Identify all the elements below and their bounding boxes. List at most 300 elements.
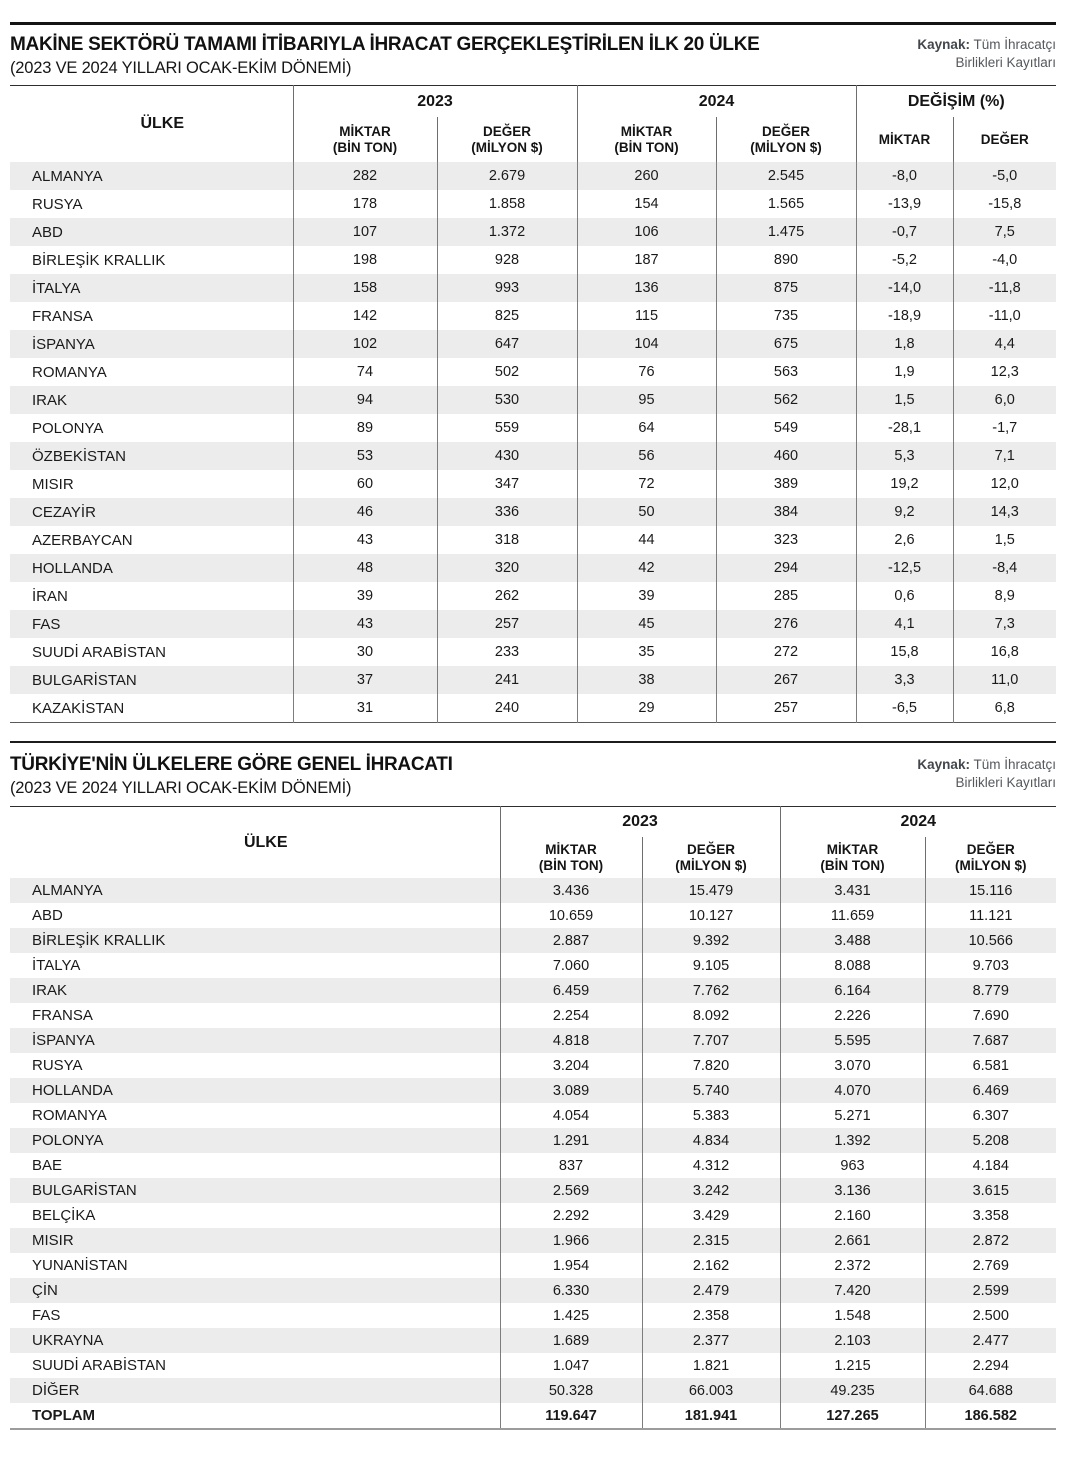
- qty-label: MİKTAR: [826, 841, 879, 857]
- value-cell: 3.136: [780, 1178, 925, 1203]
- country-cell: CEZAYİR: [32, 503, 96, 521]
- value-cell: 2.599: [925, 1278, 1056, 1303]
- value-cell: 502: [437, 358, 577, 386]
- country-cell: ABD: [32, 223, 63, 241]
- value-cell: 3.358: [925, 1203, 1056, 1228]
- value-cell: 241: [437, 666, 577, 694]
- value-cell: -11,8: [953, 274, 1056, 302]
- table-row: [10, 1303, 1056, 1328]
- value-cell: 8.779: [925, 978, 1056, 1003]
- value-cell: 1.548: [780, 1303, 925, 1328]
- country-cell: ROMANYA: [32, 1107, 107, 1124]
- country-cell: İTALYA: [32, 279, 81, 297]
- value-cell: 6.469: [925, 1078, 1056, 1103]
- source-text-line2: Birlikleri Kayıtları: [955, 54, 1056, 70]
- year-header-row: [10, 807, 1056, 838]
- value-cell: -8,0: [856, 162, 953, 190]
- col-header-val-2024: [925, 837, 1056, 878]
- machinery-table-head: [10, 86, 1056, 163]
- country-cell: SUUDİ ARABİSTAN: [32, 643, 166, 661]
- source-label: Kaynak:: [917, 37, 970, 52]
- table-row: [10, 1278, 1056, 1303]
- country-cell: BELÇİKA: [32, 1207, 96, 1224]
- value-cell: 2.103: [780, 1328, 925, 1353]
- value-cell: 875: [716, 274, 856, 302]
- table-row: [10, 526, 1056, 554]
- value-cell: -5,0: [953, 162, 1056, 190]
- value-cell: 347: [437, 470, 577, 498]
- country-cell: KAZAKİSTAN: [32, 699, 125, 717]
- value-cell: 115: [577, 302, 716, 330]
- value-cell: 49.235: [780, 1378, 925, 1403]
- section1-header: [10, 25, 1056, 85]
- section2-header: [10, 743, 1056, 806]
- value-cell: 8.088: [780, 953, 925, 978]
- col-header-val-2023: [437, 117, 577, 162]
- value-cell: 5.595: [780, 1028, 925, 1053]
- value-cell: 8,9: [953, 582, 1056, 610]
- value-cell: 336: [437, 498, 577, 526]
- table-row: [10, 666, 1056, 694]
- value-cell: 2.679: [437, 162, 577, 190]
- qty-unit-label: (BİN TON): [332, 139, 398, 155]
- value-cell: 50: [577, 498, 716, 526]
- value-cell: 35: [577, 638, 716, 666]
- col-header-country: ÜLKE: [140, 115, 185, 132]
- country-cell: BULGARİSTAN: [32, 671, 137, 689]
- value-cell: 7,1: [953, 442, 1056, 470]
- value-cell: 2,6: [856, 526, 953, 554]
- source-credit: [917, 34, 1056, 72]
- section1-title: MAKİNE SEKTÖRÜ TAMAMI İTİBARIYLA İHRACAT GERÇEKLEŞTİRİLEN İLK 20 ÜLKE: [10, 34, 760, 55]
- section2-titles: [10, 754, 453, 798]
- value-unit-label: (MİLYON $): [471, 139, 543, 155]
- value-cell: -13,9: [856, 190, 953, 218]
- source-text-line1: Tüm İhracatçı: [973, 37, 1056, 52]
- value-cell: 1.858: [437, 190, 577, 218]
- country-cell: BİRLEŞİK KRALLIK: [32, 932, 166, 949]
- table-row: [10, 246, 1056, 274]
- value-cell: 2.872: [925, 1228, 1056, 1253]
- country-cell: ÖZBEKİSTAN: [32, 447, 126, 465]
- value-cell: 1.425: [500, 1303, 642, 1328]
- value-cell: 3.089: [500, 1078, 642, 1103]
- value-cell: -28,1: [856, 414, 953, 442]
- table-row: [10, 1378, 1056, 1403]
- table-row: [10, 1003, 1056, 1028]
- value-cell: 60: [293, 470, 437, 498]
- country-cell: FRANSA: [32, 307, 93, 325]
- value-cell: 9,2: [856, 498, 953, 526]
- value-cell: 104: [577, 330, 716, 358]
- value-cell: 530: [437, 386, 577, 414]
- table-row: [10, 498, 1056, 526]
- value-cell: 9.703: [925, 953, 1056, 978]
- value-cell: 12,3: [953, 358, 1056, 386]
- value-cell: 178: [293, 190, 437, 218]
- value-cell: 6.330: [500, 1278, 642, 1303]
- value-cell: 563: [716, 358, 856, 386]
- qty-label: MİKTAR: [620, 123, 673, 139]
- table-row: [10, 442, 1056, 470]
- value-cell: 50.328: [500, 1378, 642, 1403]
- table-row: [10, 1353, 1056, 1378]
- value-cell: 37: [293, 666, 437, 694]
- value-cell: -11,0: [953, 302, 1056, 330]
- value-cell: 2.358: [642, 1303, 780, 1328]
- value-cell: -12,5: [856, 554, 953, 582]
- value-cell: 3.242: [642, 1178, 780, 1203]
- value-cell: 66.003: [642, 1378, 780, 1403]
- table-row: [10, 218, 1056, 246]
- table-row: [10, 274, 1056, 302]
- value-cell: 549: [716, 414, 856, 442]
- value-cell: 1.372: [437, 218, 577, 246]
- col-header-qty-2023: [500, 837, 642, 878]
- source-text-line2: Birlikleri Kayıtları: [955, 774, 1056, 790]
- value-cell: 3.070: [780, 1053, 925, 1078]
- col-header-change-val: DEĞER: [953, 117, 1056, 162]
- value-cell: 993: [437, 274, 577, 302]
- value-cell: 0,6: [856, 582, 953, 610]
- value-cell: 39: [577, 582, 716, 610]
- table-row: [10, 928, 1056, 953]
- value-cell: 3.436: [500, 878, 642, 903]
- value-cell: 559: [437, 414, 577, 442]
- value-cell: 38: [577, 666, 716, 694]
- value-cell: 154: [577, 190, 716, 218]
- qty-label: MİKTAR: [339, 123, 391, 139]
- value-cell: 285: [716, 582, 856, 610]
- value-cell: 3,3: [856, 666, 953, 694]
- value-cell: -4,0: [953, 246, 1056, 274]
- value-cell: 30: [293, 638, 437, 666]
- country-cell: İRAN: [32, 587, 68, 605]
- value-cell: 2.377: [642, 1328, 780, 1353]
- value-unit-label: (MİLYON $): [954, 857, 1027, 873]
- value-cell: 2.292: [500, 1203, 642, 1228]
- value-cell: 4.818: [500, 1028, 642, 1053]
- value-cell: 1.475: [716, 218, 856, 246]
- value-cell: -15,8: [953, 190, 1056, 218]
- section2-title: TÜRKİYE'NİN ÜLKELERE GÖRE GENEL İHRACATI: [10, 754, 453, 775]
- value-cell: 7.420: [780, 1278, 925, 1303]
- country-cell: FAS: [32, 615, 61, 633]
- country-cell: İTALYA: [32, 957, 81, 974]
- country-cell: IRAK: [32, 982, 68, 999]
- country-cell: HOLLANDA: [32, 1082, 113, 1099]
- value-cell: 4.070: [780, 1078, 925, 1103]
- value-label: DEĞER: [482, 123, 531, 139]
- country-cell: İSPANYA: [32, 1032, 95, 1049]
- value-cell: 6,8: [953, 694, 1056, 723]
- value-cell: 4.312: [642, 1153, 780, 1178]
- table-row: [10, 414, 1056, 442]
- general-table-head: [10, 807, 1056, 879]
- value-cell: 675: [716, 330, 856, 358]
- col-header-change-qty: MİKTAR: [856, 117, 953, 162]
- col-header-country: ÜLKE: [243, 833, 288, 851]
- value-cell: 102: [293, 330, 437, 358]
- section1-subtitle: (2023 VE 2024 YILLARI OCAK-EKİM DÖNEMİ): [10, 58, 352, 77]
- value-cell: 64.688: [925, 1378, 1056, 1403]
- table-row: [10, 358, 1056, 386]
- value-cell: 16,8: [953, 638, 1056, 666]
- value-cell: 5.271: [780, 1103, 925, 1128]
- country-cell: YUNANİSTAN: [32, 1257, 128, 1274]
- value-label: DEĞER: [686, 841, 735, 857]
- col-header-qty-2024: [780, 837, 925, 878]
- col-header-qty-2023: [293, 117, 437, 162]
- value-cell: 74: [293, 358, 437, 386]
- country-cell: ABD: [32, 907, 63, 924]
- value-cell: 257: [716, 694, 856, 723]
- value-cell: 1.392: [780, 1128, 925, 1153]
- value-cell: 76: [577, 358, 716, 386]
- value-cell: -1,7: [953, 414, 1056, 442]
- value-cell: 963: [780, 1153, 925, 1178]
- value-cell: 4.834: [642, 1128, 780, 1153]
- table-row: [10, 1178, 1056, 1203]
- value-cell: -14,0: [856, 274, 953, 302]
- table-row: [10, 610, 1056, 638]
- value-cell: 107: [293, 218, 437, 246]
- country-cell: BAE: [32, 1157, 63, 1174]
- country-cell: İSPANYA: [32, 335, 95, 353]
- value-cell: 825: [437, 302, 577, 330]
- qty-unit-label: (BİN TON): [614, 139, 679, 155]
- value-cell: 262: [437, 582, 577, 610]
- value-cell: 9.105: [642, 953, 780, 978]
- value-cell: 14,3: [953, 498, 1056, 526]
- col-header-val-2024: [716, 117, 856, 162]
- col-header-val-2023: [642, 837, 780, 878]
- value-cell: 260: [577, 162, 716, 190]
- col-group-2023: 2023: [500, 807, 780, 838]
- value-cell: 1,8: [856, 330, 953, 358]
- source-text-line1: Tüm İhracatçı: [973, 757, 1056, 772]
- value-cell: 53: [293, 442, 437, 470]
- value-cell: 5.383: [642, 1103, 780, 1128]
- value-cell: 318: [437, 526, 577, 554]
- value-cell: 43: [293, 526, 437, 554]
- infographic: [0, 22, 1066, 1430]
- value-cell: 2.545: [716, 162, 856, 190]
- value-cell: 43: [293, 610, 437, 638]
- table-row: [10, 582, 1056, 610]
- value-cell: 1.047: [500, 1353, 642, 1378]
- country-cell: ALMANYA: [32, 882, 103, 899]
- table-row: [10, 878, 1056, 903]
- value-cell: 7.762: [642, 978, 780, 1003]
- value-cell: 384: [716, 498, 856, 526]
- value-cell: 186.582: [925, 1403, 1056, 1429]
- table-row: [10, 1028, 1056, 1053]
- value-cell: 890: [716, 246, 856, 274]
- value-cell: 294: [716, 554, 856, 582]
- value-cell: 31: [293, 694, 437, 723]
- country-cell: BİRLEŞİK KRALLIK: [32, 251, 166, 269]
- value-cell: 2.769: [925, 1253, 1056, 1278]
- value-cell: 6,0: [953, 386, 1056, 414]
- value-cell: 4,1: [856, 610, 953, 638]
- value-cell: 1.954: [500, 1253, 642, 1278]
- value-cell: 187: [577, 246, 716, 274]
- value-cell: 2.315: [642, 1228, 780, 1253]
- value-cell: 2.160: [780, 1203, 925, 1228]
- country-cell: ÇİN: [32, 1282, 58, 1299]
- value-cell: 3.429: [642, 1203, 780, 1228]
- value-cell: 89: [293, 414, 437, 442]
- table-row: [10, 302, 1056, 330]
- value-cell: 928: [437, 246, 577, 274]
- value-cell: 158: [293, 274, 437, 302]
- col-header-qty-2024: [577, 117, 716, 162]
- value-cell: 2.887: [500, 928, 642, 953]
- value-cell: 430: [437, 442, 577, 470]
- value-cell: 323: [716, 526, 856, 554]
- value-cell: 72: [577, 470, 716, 498]
- value-cell: 5.208: [925, 1128, 1056, 1153]
- value-cell: 2.569: [500, 1178, 642, 1203]
- value-cell: 56: [577, 442, 716, 470]
- value-cell: 2.479: [642, 1278, 780, 1303]
- value-cell: 7.060: [500, 953, 642, 978]
- table-row: [10, 1403, 1056, 1429]
- value-cell: -18,9: [856, 302, 953, 330]
- country-cell: UKRAYNA: [32, 1332, 104, 1349]
- table-row: [10, 1228, 1056, 1253]
- country-cell: RUSYA: [32, 1057, 83, 1074]
- machinery-exports-table: [10, 85, 1056, 723]
- value-cell: 7.687: [925, 1028, 1056, 1053]
- value-cell: 4,4: [953, 330, 1056, 358]
- table-row: [10, 470, 1056, 498]
- country-cell: MISIR: [32, 1232, 74, 1249]
- table-row: [10, 638, 1056, 666]
- value-cell: 48: [293, 554, 437, 582]
- value-cell: 2.226: [780, 1003, 925, 1028]
- value-cell: 119.647: [500, 1403, 642, 1429]
- table-row: [10, 1078, 1056, 1103]
- value-cell: 2.372: [780, 1253, 925, 1278]
- value-cell: 276: [716, 610, 856, 638]
- country-cell: HOLLANDA: [32, 559, 113, 577]
- col-group-2024: 2024: [577, 86, 856, 118]
- value-cell: 5.740: [642, 1078, 780, 1103]
- value-cell: 127.265: [780, 1403, 925, 1429]
- table-row: [10, 1203, 1056, 1228]
- value-cell: 1.291: [500, 1128, 642, 1153]
- year-header-row: [10, 86, 1056, 118]
- source-label: Kaynak:: [917, 757, 970, 772]
- country-cell: RUSYA: [32, 195, 83, 213]
- table-row: [10, 1103, 1056, 1128]
- value-cell: 1.821: [642, 1353, 780, 1378]
- value-cell: 272: [716, 638, 856, 666]
- general-exports-table: [10, 806, 1056, 1430]
- value-cell: 267: [716, 666, 856, 694]
- value-cell: 45: [577, 610, 716, 638]
- country-cell: MISIR: [32, 475, 74, 493]
- value-cell: 3.488: [780, 928, 925, 953]
- value-cell: 837: [500, 1153, 642, 1178]
- value-cell: 44: [577, 526, 716, 554]
- value-cell: 15.116: [925, 878, 1056, 903]
- value-cell: 29: [577, 694, 716, 723]
- value-cell: 7.690: [925, 1003, 1056, 1028]
- value-unit-label: (MİLYON $): [675, 857, 747, 873]
- machinery-table-body: [10, 162, 1056, 723]
- value-cell: 11,0: [953, 666, 1056, 694]
- value-cell: -8,4: [953, 554, 1056, 582]
- value-cell: 94: [293, 386, 437, 414]
- col-group-2024: 2024: [780, 807, 1056, 838]
- value-cell: 106: [577, 218, 716, 246]
- value-cell: 142: [293, 302, 437, 330]
- general-table-body: [10, 878, 1056, 1429]
- value-cell: 2.477: [925, 1328, 1056, 1353]
- value-cell: 10.127: [642, 903, 780, 928]
- value-cell: -6,5: [856, 694, 953, 723]
- table-row: [10, 953, 1056, 978]
- value-cell: 1,5: [856, 386, 953, 414]
- value-cell: 46: [293, 498, 437, 526]
- value-cell: 2.294: [925, 1353, 1056, 1378]
- value-cell: 15.479: [642, 878, 780, 903]
- country-cell: ROMANYA: [32, 363, 107, 381]
- section2-subtitle: (2023 VE 2024 YILLARI OCAK-EKİM DÖNEMİ): [10, 778, 352, 797]
- value-cell: 2.254: [500, 1003, 642, 1028]
- value-cell: 735: [716, 302, 856, 330]
- value-cell: 3.204: [500, 1053, 642, 1078]
- section1-titles: [10, 34, 760, 78]
- value-cell: 1.215: [780, 1353, 925, 1378]
- value-unit-label: (MİLYON $): [750, 139, 822, 155]
- country-cell: BULGARİSTAN: [32, 1182, 137, 1199]
- value-cell: 95: [577, 386, 716, 414]
- country-cell: FRANSA: [32, 1007, 93, 1024]
- value-cell: 6.581: [925, 1053, 1056, 1078]
- country-cell: DİĞER: [32, 1382, 80, 1399]
- country-cell: AZERBAYCAN: [32, 531, 133, 549]
- value-cell: 562: [716, 386, 856, 414]
- value-cell: -5,2: [856, 246, 953, 274]
- value-cell: 1.689: [500, 1328, 642, 1353]
- table-row: [10, 1328, 1056, 1353]
- value-cell: 6.459: [500, 978, 642, 1003]
- value-cell: 10.566: [925, 928, 1056, 953]
- col-group-2023: 2023: [293, 86, 577, 118]
- table-row: [10, 1253, 1056, 1278]
- value-cell: 4.184: [925, 1153, 1056, 1178]
- table-row: [10, 162, 1056, 190]
- value-cell: 2.162: [642, 1253, 780, 1278]
- value-cell: 7.707: [642, 1028, 780, 1053]
- table-row: [10, 978, 1056, 1003]
- value-cell: 257: [437, 610, 577, 638]
- value-label: DEĞER: [966, 841, 1015, 857]
- value-cell: 7,3: [953, 610, 1056, 638]
- value-cell: 320: [437, 554, 577, 582]
- value-cell: 240: [437, 694, 577, 723]
- table-row: [10, 386, 1056, 414]
- country-cell: POLONYA: [32, 419, 104, 437]
- table-row: [10, 1128, 1056, 1153]
- value-cell: 8.092: [642, 1003, 780, 1028]
- country-cell: POLONYA: [32, 1132, 104, 1149]
- value-label: DEĞER: [761, 123, 810, 139]
